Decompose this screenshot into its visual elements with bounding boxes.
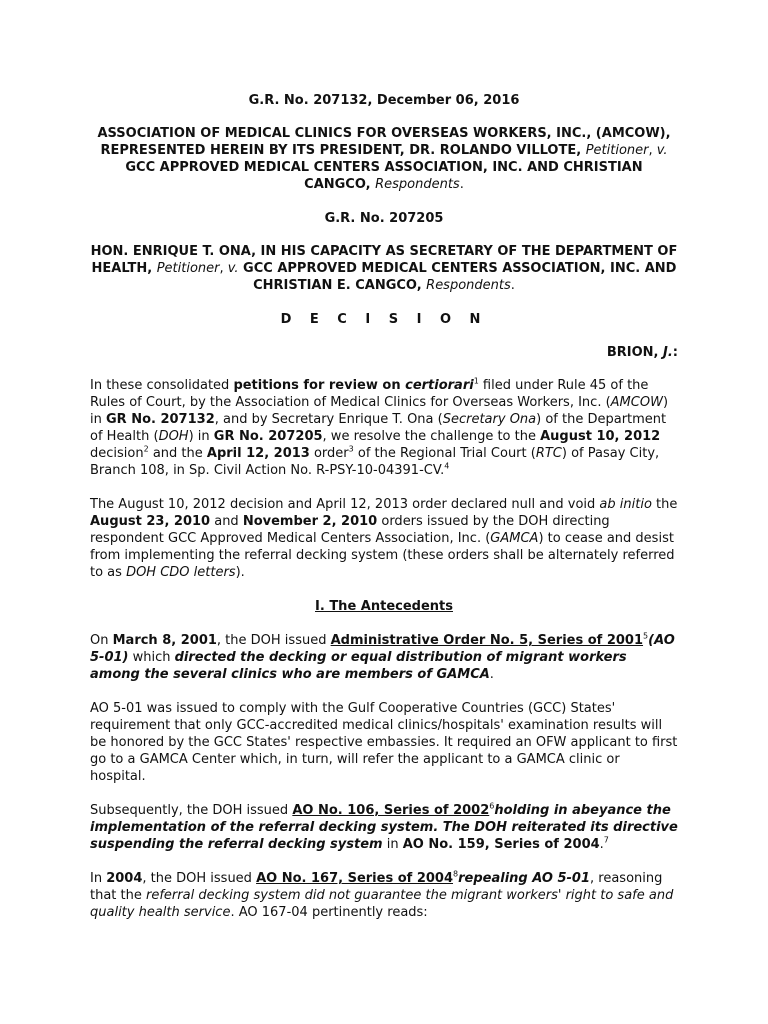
paragraph-2: The August 10, 2012 decision and April 12, 2013 order declared null and void ab initio the August 23, 2010 and November 2, 2010 orders issued by the DOH directing respondent GCC Approved Medical Centers Association, Inc. (GAMCA) to cease and desist from implementing the referral decking system (these orders shall be alternately referred to as DOH CDO letters). (90, 497, 678, 580)
footnote-ref[interactable]: 4 (444, 461, 450, 471)
ponente: BRION, J.: (606, 345, 678, 360)
paragraph-6: In 2004, the DOH issued AO No. 167, Series of 2004$^8$repealing AO 5-01, reasoning that the referral decking system did not guarantee the migrant workers' right to safe and quality health service. AO 167-04 pertinently reads: (90, 869, 674, 920)
footnote-ref[interactable]: 3 (348, 444, 354, 454)
ao-link[interactable]: AO No. 167, Series of 2004 (256, 871, 454, 886)
case-caption-2: HON. ENRIQUE T. ONA, IN HIS CAPACITY AS SECRETARY OF THE DEPARTMENT OF HEALTH, Petitioner, v. GCC APPROVED MEDICAL CENTERS ASSOCIATION, INC. AND CHRISTIAN E. CANGCO, Respondents. (90, 244, 678, 293)
section-heading: I. The Antecedents (315, 599, 453, 614)
ao-link[interactable]: Administrative Order No. 5, Series of 2001 (330, 633, 644, 648)
paragraph-4: AO 5-01 was issued to comply with the Gulf Cooperative Countries (GCC) States' requirement that only GCC-accredited medical clinics/hospitals' examination results will be honored by the GCC States' respective embassies. It required an OFW applicant to first go to a GAMCA Center which, in turn, will refer the applicant to a GAMCA clinic or hospital. (90, 701, 678, 784)
case-number-2: G.R. No. 207205 (324, 211, 444, 226)
footnote-ref[interactable]: 1 (473, 376, 479, 386)
paragraph-3: On March 8, 2001, the DOH issued Administrative Order No. 5, Series of 2001$^5$(AO 5-01) which directed the decking or equal distribution of migrant workers among the several clinics who are members of GAMCA. (90, 631, 675, 682)
case-number-1: G.R. No. 207132, December 06, 2016 (248, 93, 520, 108)
decision-title: D E C I S I O N (280, 312, 488, 327)
footnote-ref[interactable]: 2 (143, 444, 149, 454)
case-caption-1: ASSOCIATION OF MEDICAL CLINICS FOR OVERSEAS WORKERS, INC., (AMCOW), REPRESENTED HEREIN BY ITS PRESIDENT, DR. ROLANDO VILLOTE, Petitioner, v. GCC APPROVED MEDICAL CENTERS ASSOCIATION, INC. AND CHRISTIAN CANGCO, Respondents. (97, 126, 671, 192)
paragraph-1: In these consolidated petitions for review on certiorari$^1$ filed under Rule 45 of the Rules of Court, by the Association of Medical Clinics for Overseas Workers, Inc. (AMCOW) in GR No. 207132, and by Secretary Enrique T. Ona (Secretary Ona) of the Department of Health (DOH) in GR No. 207205, we resolve the challenge to the August 10, 2012 decision$^2$ and the April 12, 2013 order$^3$ of the Regional Trial Court (RTC) of Pasay City, Branch 108, in Sp. Civil Action No. R-PSY-10-04391-CV.$^4$ (90, 376, 669, 478)
footnote-ref[interactable]: 6 (489, 801, 495, 811)
footnote-ref[interactable]: 7 (603, 835, 609, 845)
footnote-ref[interactable]: 5 (643, 631, 649, 641)
paragraph-5: Subsequently, the DOH issued AO No. 106, Series of 2002$^6$holding in abeyance the implementation of the referral decking system. The DOH reiterated its directive suspending the referral decking system in AO No. 159, Series of 2004.$^7$ (90, 801, 678, 852)
footnote-ref[interactable]: 8 (453, 869, 459, 879)
ao-link[interactable]: AO No. 106, Series of 2002 (292, 803, 490, 818)
